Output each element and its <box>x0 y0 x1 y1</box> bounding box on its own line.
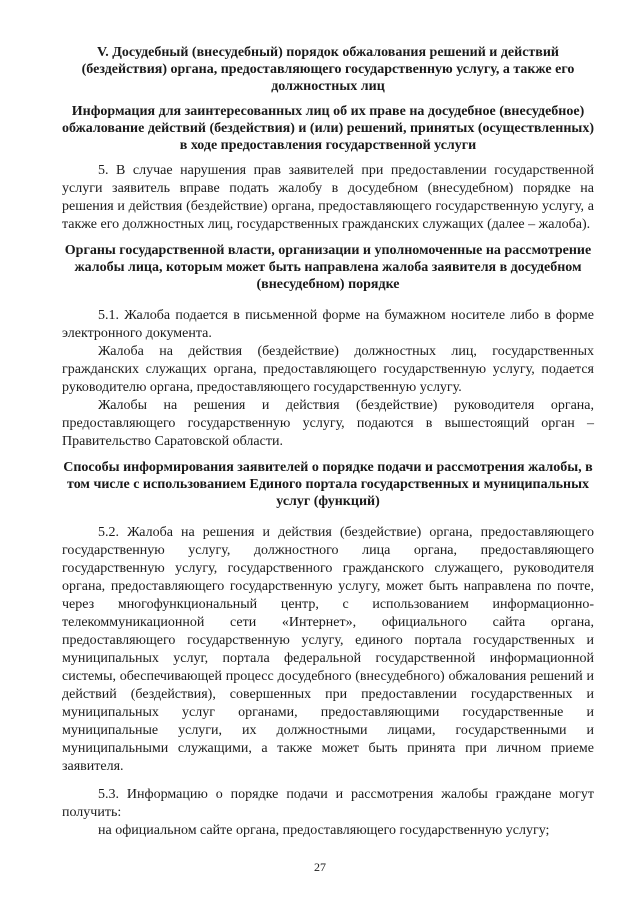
paragraph-5-3-item: на официальном сайте органа, предоставляющего государственную услугу; <box>98 823 550 838</box>
paragraph-5-2: 5.2. Жалоба на решения и действия (бездействие) органа, предоставляющего государственную услугу, должностного лица органа, предоставляющего государственную услугу, государственного гражданского служащего, руководителя органа, предоставляющего государственную услугу, может быть направлена по почте, через многофункциональный центр, с использованием информационно-телекоммуникационной сети «Интернет», официального сайта органа, предоставляющего государственную услугу, единого портала государственных и муниципальных услуг, портала федеральной государственной информационной системы, обеспечивающей процесс досудебного (внесудебного) обжалования решений и действий (бездействия), совершенных при предоставлении государственных и муниципальных услуг органами, предоставляющими государственные и муниципальные услуги, их должностными лицами, государственными и муниципальными служащими, а также может быть принята при личном приеме заявителя. <box>62 525 594 774</box>
page-number: 27 <box>314 860 326 874</box>
organs-heading: Органы государственной власти, организации и уполномоченные на рассмотрение жалобы лица, которым может быть направлена жалоба заявителя в досудебном (внесудебном) порядке <box>64 243 592 292</box>
info-heading: Информация для заинтересованных лиц об их праве на досудебное (внесудебное) обжалование действий (бездействия) и (или) решений, принятых (осуществленных) в ходе предоставления государственной услуги <box>62 104 594 153</box>
paragraph-5-1-b: Жалоба на действия (бездействие) должностных лиц, государственных гражданских служащих органа, предоставляющего государственную услугу, подается руководителю органа, предоставляющего государственную услугу. <box>62 344 594 395</box>
paragraph-5: 5. В случае нарушения прав заявителей при предоставлении государственной услуги заявитель вправе подать жалобу в досудебном (внесудебном) порядке на решения и действия (бездействие) органа, предоставляющего государственную услугу, а также его должностных лиц, государственных гражданских служащих (далее – жалоба). <box>62 163 594 232</box>
paragraph-5-1: 5.1. Жалоба подается в письменной форме на бумажном носителе либо в форме электронного документа. <box>62 308 594 341</box>
section-v-heading: V. Досудебный (внесудебный) порядок обжалования решений и действий (бездействия) органа, предоставляющего государственную услугу, а также его должностных лиц <box>81 45 575 94</box>
page-content <box>62 44 594 840</box>
paragraph-5-3: 5.3. Информацию о порядке подачи и рассмотрения жалобы граждане могут получить: <box>62 787 594 820</box>
paragraph-5-1-c: Жалобы на решения и действия (бездействие) руководителя органа, предоставляющего государственную услугу, подаются в вышестоящий орган – Правительство Саратовской области. <box>62 398 594 449</box>
methods-heading: Способы информирования заявителей о порядке подачи и рассмотрения жалобы, в том числе с использованием Единого портала государственных и муниципальных услуг (функций) <box>63 460 593 509</box>
